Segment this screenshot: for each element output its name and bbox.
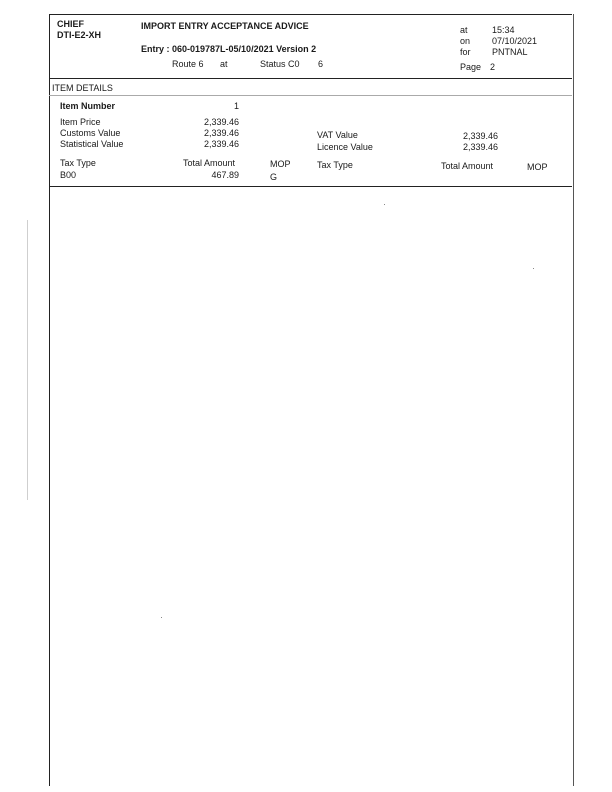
scan-speck <box>161 617 162 618</box>
item-number-value: 1 <box>233 101 239 111</box>
scan-speck <box>533 268 534 269</box>
for-value: PNTNAL <box>492 47 528 57</box>
mop-header-2: MOP <box>527 162 548 172</box>
time-value: 15:34 <box>492 25 515 35</box>
vat-value-value: 2,339.46 <box>462 131 498 141</box>
system-name: CHIEF <box>57 19 84 29</box>
scan-fold-line <box>27 220 28 500</box>
page-frame <box>49 14 574 786</box>
route-at-label: at <box>220 59 228 69</box>
statistical-value-value: 2,339.46 <box>203 139 239 149</box>
section-rule <box>49 95 572 96</box>
header-rule <box>49 78 572 79</box>
date-value: 07/10/2021 <box>492 36 538 46</box>
entry-reference: Entry : 060-019787L-05/10/2021 Version 2 <box>141 44 317 54</box>
item-price-value: 2,339.46 <box>203 117 239 127</box>
vat-value-label: VAT Value <box>317 130 358 140</box>
terminal-id: DTI-E2-XH <box>57 30 102 40</box>
tax-type-cell: B00 <box>60 170 77 180</box>
tax-type-header-2: Tax Type <box>317 160 353 170</box>
top-rule <box>49 14 572 15</box>
for-label: for <box>460 47 471 57</box>
item-price-label: Item Price <box>60 117 101 127</box>
mop-header: MOP <box>270 159 291 169</box>
page-label: Page <box>460 62 482 72</box>
mop-cell: G <box>270 172 278 182</box>
total-amount-header-2: Total Amount <box>441 161 494 171</box>
status-label: Status C0 <box>260 59 300 69</box>
route-label: Route 6 <box>172 59 204 69</box>
section-title: ITEM DETAILS <box>52 83 113 93</box>
tax-type-header: Tax Type <box>60 158 96 168</box>
scan-speck <box>384 204 385 205</box>
total-amount-header: Total Amount <box>183 158 236 168</box>
statistical-value-label: Statistical Value <box>60 139 124 149</box>
date-label: on <box>460 36 471 46</box>
document-title: IMPORT ENTRY ACCEPTANCE ADVICE <box>141 21 309 31</box>
table-bottom-rule <box>49 186 572 187</box>
customs-value-value: 2,339.46 <box>203 128 239 138</box>
time-label: at <box>460 25 468 35</box>
total-amount-cell: 467.89 <box>211 170 239 180</box>
customs-value-label: Customs Value <box>60 128 121 138</box>
status-value: 6 <box>318 59 324 69</box>
item-number-label: Item Number <box>60 101 116 111</box>
licence-value-value: 2,339.46 <box>462 142 498 152</box>
page-number: 2 <box>490 62 496 72</box>
licence-value-label: Licence Value <box>317 142 373 152</box>
